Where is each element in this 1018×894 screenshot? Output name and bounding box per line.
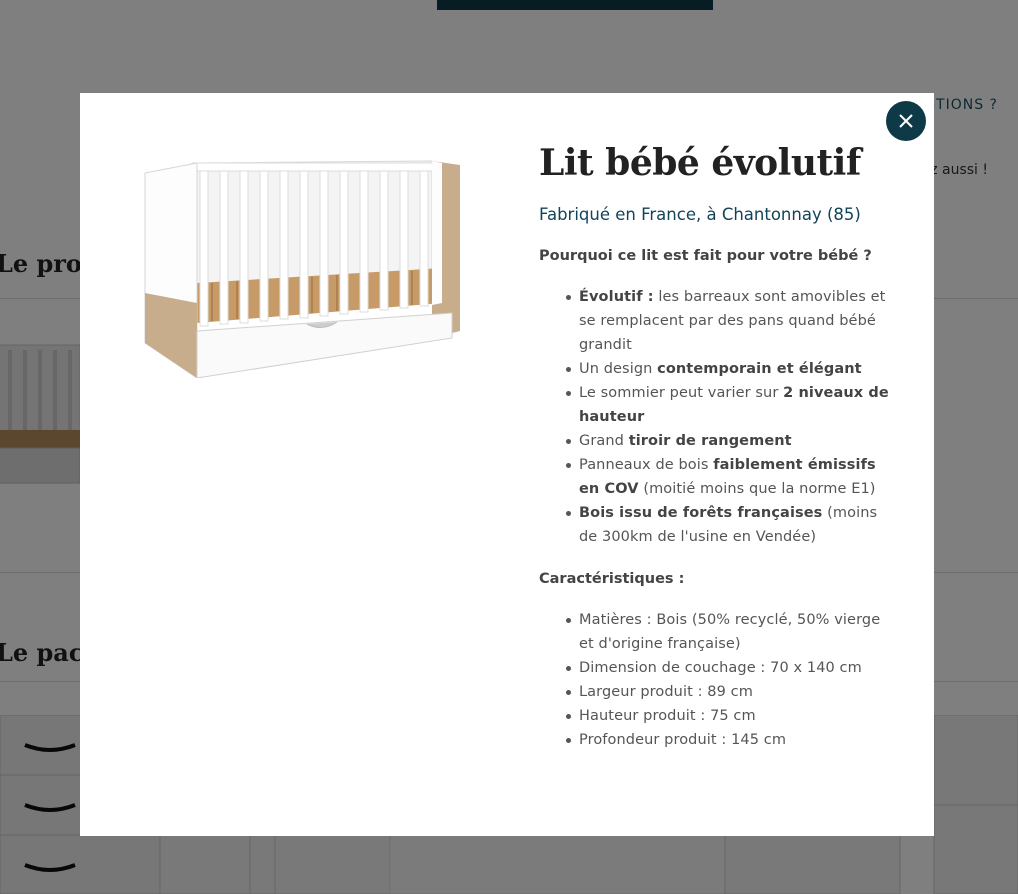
specs-list (539, 608, 891, 752)
product-origin: Fabriqué en France, à Chantonnay (85) (539, 205, 861, 224)
feature-list (539, 285, 891, 549)
list-item: Le sommier peut varier sur 2 niveaux de hauteur (579, 381, 891, 429)
list-item: Bois issu de forêts françaises (moins de 300km de l'usine en Vendée) (579, 501, 891, 549)
crib-image (142, 153, 462, 378)
close-icon (898, 113, 914, 129)
list-item: Profondeur produit : 145 cm (579, 728, 891, 752)
list-item: Matières : Bois (50% recyclé, 50% vierge et d'origine française) (579, 608, 891, 656)
close-button[interactable] (886, 101, 926, 141)
product-modal (80, 93, 934, 836)
list-item: Un design contemporain et élégant (579, 357, 891, 381)
list-item: Dimension de couchage : 70 x 140 cm (579, 656, 891, 680)
why-heading: Pourquoi ce lit est fait pour votre bébé ? (539, 248, 872, 264)
list-item: Largeur produit : 89 cm (579, 680, 891, 704)
list-item: Hauteur produit : 75 cm (579, 704, 891, 728)
list-item: Panneaux de bois faiblement émissifs en COV (moitié moins que la norme E1) (579, 453, 891, 501)
product-title: Lit bébé évolutif (539, 142, 861, 184)
specs-heading: Caractéristiques : (539, 571, 685, 587)
list-item: Évolutif : les barreaux sont amovibles et se remplacent par des pans quand bébé grandit (579, 285, 891, 357)
product-details (539, 141, 891, 752)
list-item: Grand tiroir de rangement (579, 429, 891, 453)
